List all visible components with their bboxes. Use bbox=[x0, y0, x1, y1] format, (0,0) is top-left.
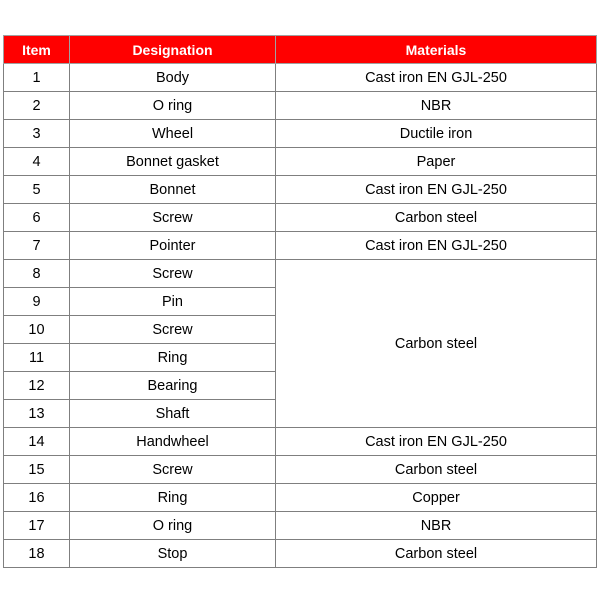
header-item: Item bbox=[4, 36, 70, 64]
table-row bbox=[4, 148, 597, 176]
item-cell: 7 bbox=[4, 232, 70, 260]
designation-cell: O ring bbox=[70, 92, 276, 120]
table-header bbox=[4, 36, 597, 64]
item-cell: 11 bbox=[4, 344, 70, 372]
designation-cell: Body bbox=[70, 64, 276, 92]
table-body bbox=[4, 64, 597, 568]
item-cell: 13 bbox=[4, 400, 70, 428]
item-cell: 17 bbox=[4, 512, 70, 540]
table-row bbox=[4, 260, 597, 288]
table-row bbox=[4, 64, 597, 92]
item-cell: 4 bbox=[4, 148, 70, 176]
table-row bbox=[4, 92, 597, 120]
designation-cell: Pointer bbox=[70, 232, 276, 260]
material-cell-merged: Carbon steel bbox=[276, 260, 597, 428]
item-cell: 12 bbox=[4, 372, 70, 400]
material-cell: Cast iron EN GJL-250 bbox=[276, 176, 597, 204]
item-cell: 9 bbox=[4, 288, 70, 316]
item-cell: 16 bbox=[4, 484, 70, 512]
table-row bbox=[4, 204, 597, 232]
item-cell: 3 bbox=[4, 120, 70, 148]
designation-cell: Bonnet gasket bbox=[70, 148, 276, 176]
item-cell: 2 bbox=[4, 92, 70, 120]
designation-cell: Screw bbox=[70, 260, 276, 288]
designation-cell: Screw bbox=[70, 204, 276, 232]
header-row bbox=[4, 36, 597, 64]
item-cell: 6 bbox=[4, 204, 70, 232]
table-row bbox=[4, 232, 597, 260]
table-row bbox=[4, 120, 597, 148]
designation-cell: Handwheel bbox=[70, 428, 276, 456]
item-cell: 14 bbox=[4, 428, 70, 456]
header-materials: Materials bbox=[276, 36, 597, 64]
header-designation: Designation bbox=[70, 36, 276, 64]
designation-cell: Screw bbox=[70, 456, 276, 484]
material-cell: Carbon steel bbox=[276, 540, 597, 568]
item-cell: 8 bbox=[4, 260, 70, 288]
item-cell: 5 bbox=[4, 176, 70, 204]
designation-cell: Ring bbox=[70, 484, 276, 512]
material-cell: NBR bbox=[276, 92, 597, 120]
designation-cell: Bonnet bbox=[70, 176, 276, 204]
designation-cell: Bearing bbox=[70, 372, 276, 400]
table-row bbox=[4, 456, 597, 484]
item-cell: 15 bbox=[4, 456, 70, 484]
table-row bbox=[4, 512, 597, 540]
item-cell: 18 bbox=[4, 540, 70, 568]
material-cell: Cast iron EN GJL-250 bbox=[276, 428, 597, 456]
designation-cell: Stop bbox=[70, 540, 276, 568]
table-row bbox=[4, 428, 597, 456]
designation-cell: Shaft bbox=[70, 400, 276, 428]
table-row bbox=[4, 484, 597, 512]
parts-table bbox=[3, 35, 597, 568]
item-cell: 10 bbox=[4, 316, 70, 344]
designation-cell: O ring bbox=[70, 512, 276, 540]
designation-cell: Wheel bbox=[70, 120, 276, 148]
designation-cell: Screw bbox=[70, 316, 276, 344]
designation-cell: Ring bbox=[70, 344, 276, 372]
table-row bbox=[4, 540, 597, 568]
item-cell: 1 bbox=[4, 64, 70, 92]
material-cell: Carbon steel bbox=[276, 456, 597, 484]
material-cell: Cast iron EN GJL-250 bbox=[276, 232, 597, 260]
material-cell: Paper bbox=[276, 148, 597, 176]
table-row bbox=[4, 176, 597, 204]
designation-cell: Pin bbox=[70, 288, 276, 316]
material-cell: Carbon steel bbox=[276, 204, 597, 232]
material-cell: Cast iron EN GJL-250 bbox=[276, 64, 597, 92]
material-cell: Ductile iron bbox=[276, 120, 597, 148]
material-cell: Copper bbox=[276, 484, 597, 512]
material-cell: NBR bbox=[276, 512, 597, 540]
